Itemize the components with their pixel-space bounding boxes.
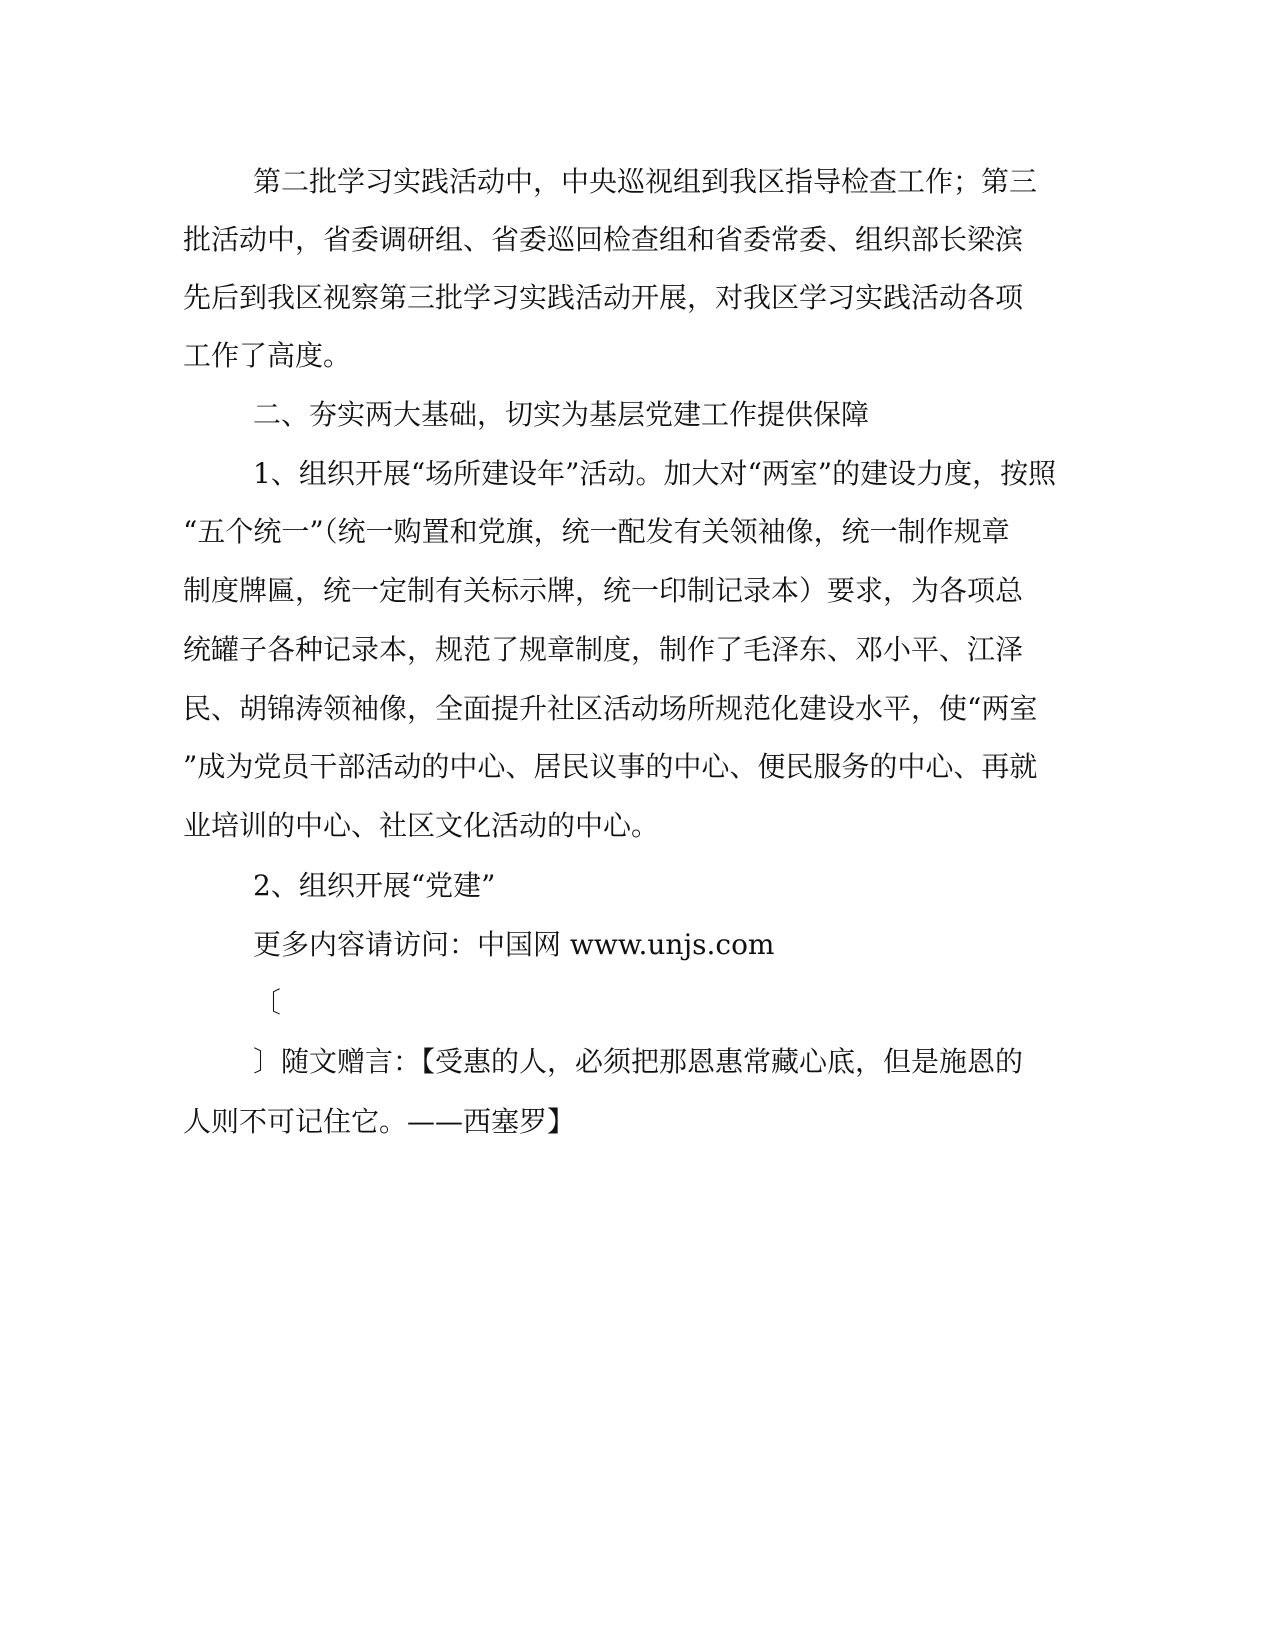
paragraph-line: 批活动中，省委调研组、省委巡回检查组和省委常委、组织部长梁滨 — [183, 223, 1024, 256]
paragraph-line: 统罐子各种记录本，规范了规章制度，制作了毛泽东、邓小平、江泽 — [183, 633, 1024, 666]
paragraph-line: 〕随文赠言：【受惠的人，必须把那恩惠常藏心底，但是施恩的 — [253, 1045, 1024, 1078]
paragraph-line: ”成为党员干部活动的中心、居民议事的中心、便民服务的中心、再就 — [183, 750, 1038, 783]
paragraph-line: 工作了高度。 — [183, 339, 352, 372]
paragraph-line: 第二批学习实践活动中，中央巡视组到我区指导检查工作；第三 — [253, 165, 1038, 198]
paragraph-line: 民、胡锦涛领袖像，全面提升社区活动场所规范化建设水平，使“两室 — [183, 692, 1038, 725]
section-heading: 二、夯实两大基础，切实为基层党建工作提供保障 — [253, 398, 870, 431]
paragraph-line: 1、组织开展“场所建设年”活动。加大对“两室”的建设力度，按照 — [253, 457, 1057, 490]
paragraph-line: “五个统一”（统一购置和党旗，统一配发有关领袖像，统一制作规章 — [183, 515, 1010, 548]
paragraph-line: 业培训的中心、社区文化活动的中心。 — [183, 809, 660, 842]
paragraph-line: 2、组织开展“党建” — [253, 869, 496, 902]
paragraph-line: 制度牌匾，统一定制有关标示牌，统一印制记录本）要求，为各项总 — [183, 574, 1024, 607]
paragraph-line: 〔 — [253, 986, 282, 1019]
paragraph-line: 人则不可记住它。——西塞罗】 — [183, 1105, 576, 1138]
paragraph-line: 先后到我区视察第三批学习实践活动开展，对我区学习实践活动各项 — [183, 281, 1024, 314]
paragraph-line: 更多内容请访问：中国网 www.unjs.com — [253, 928, 775, 961]
